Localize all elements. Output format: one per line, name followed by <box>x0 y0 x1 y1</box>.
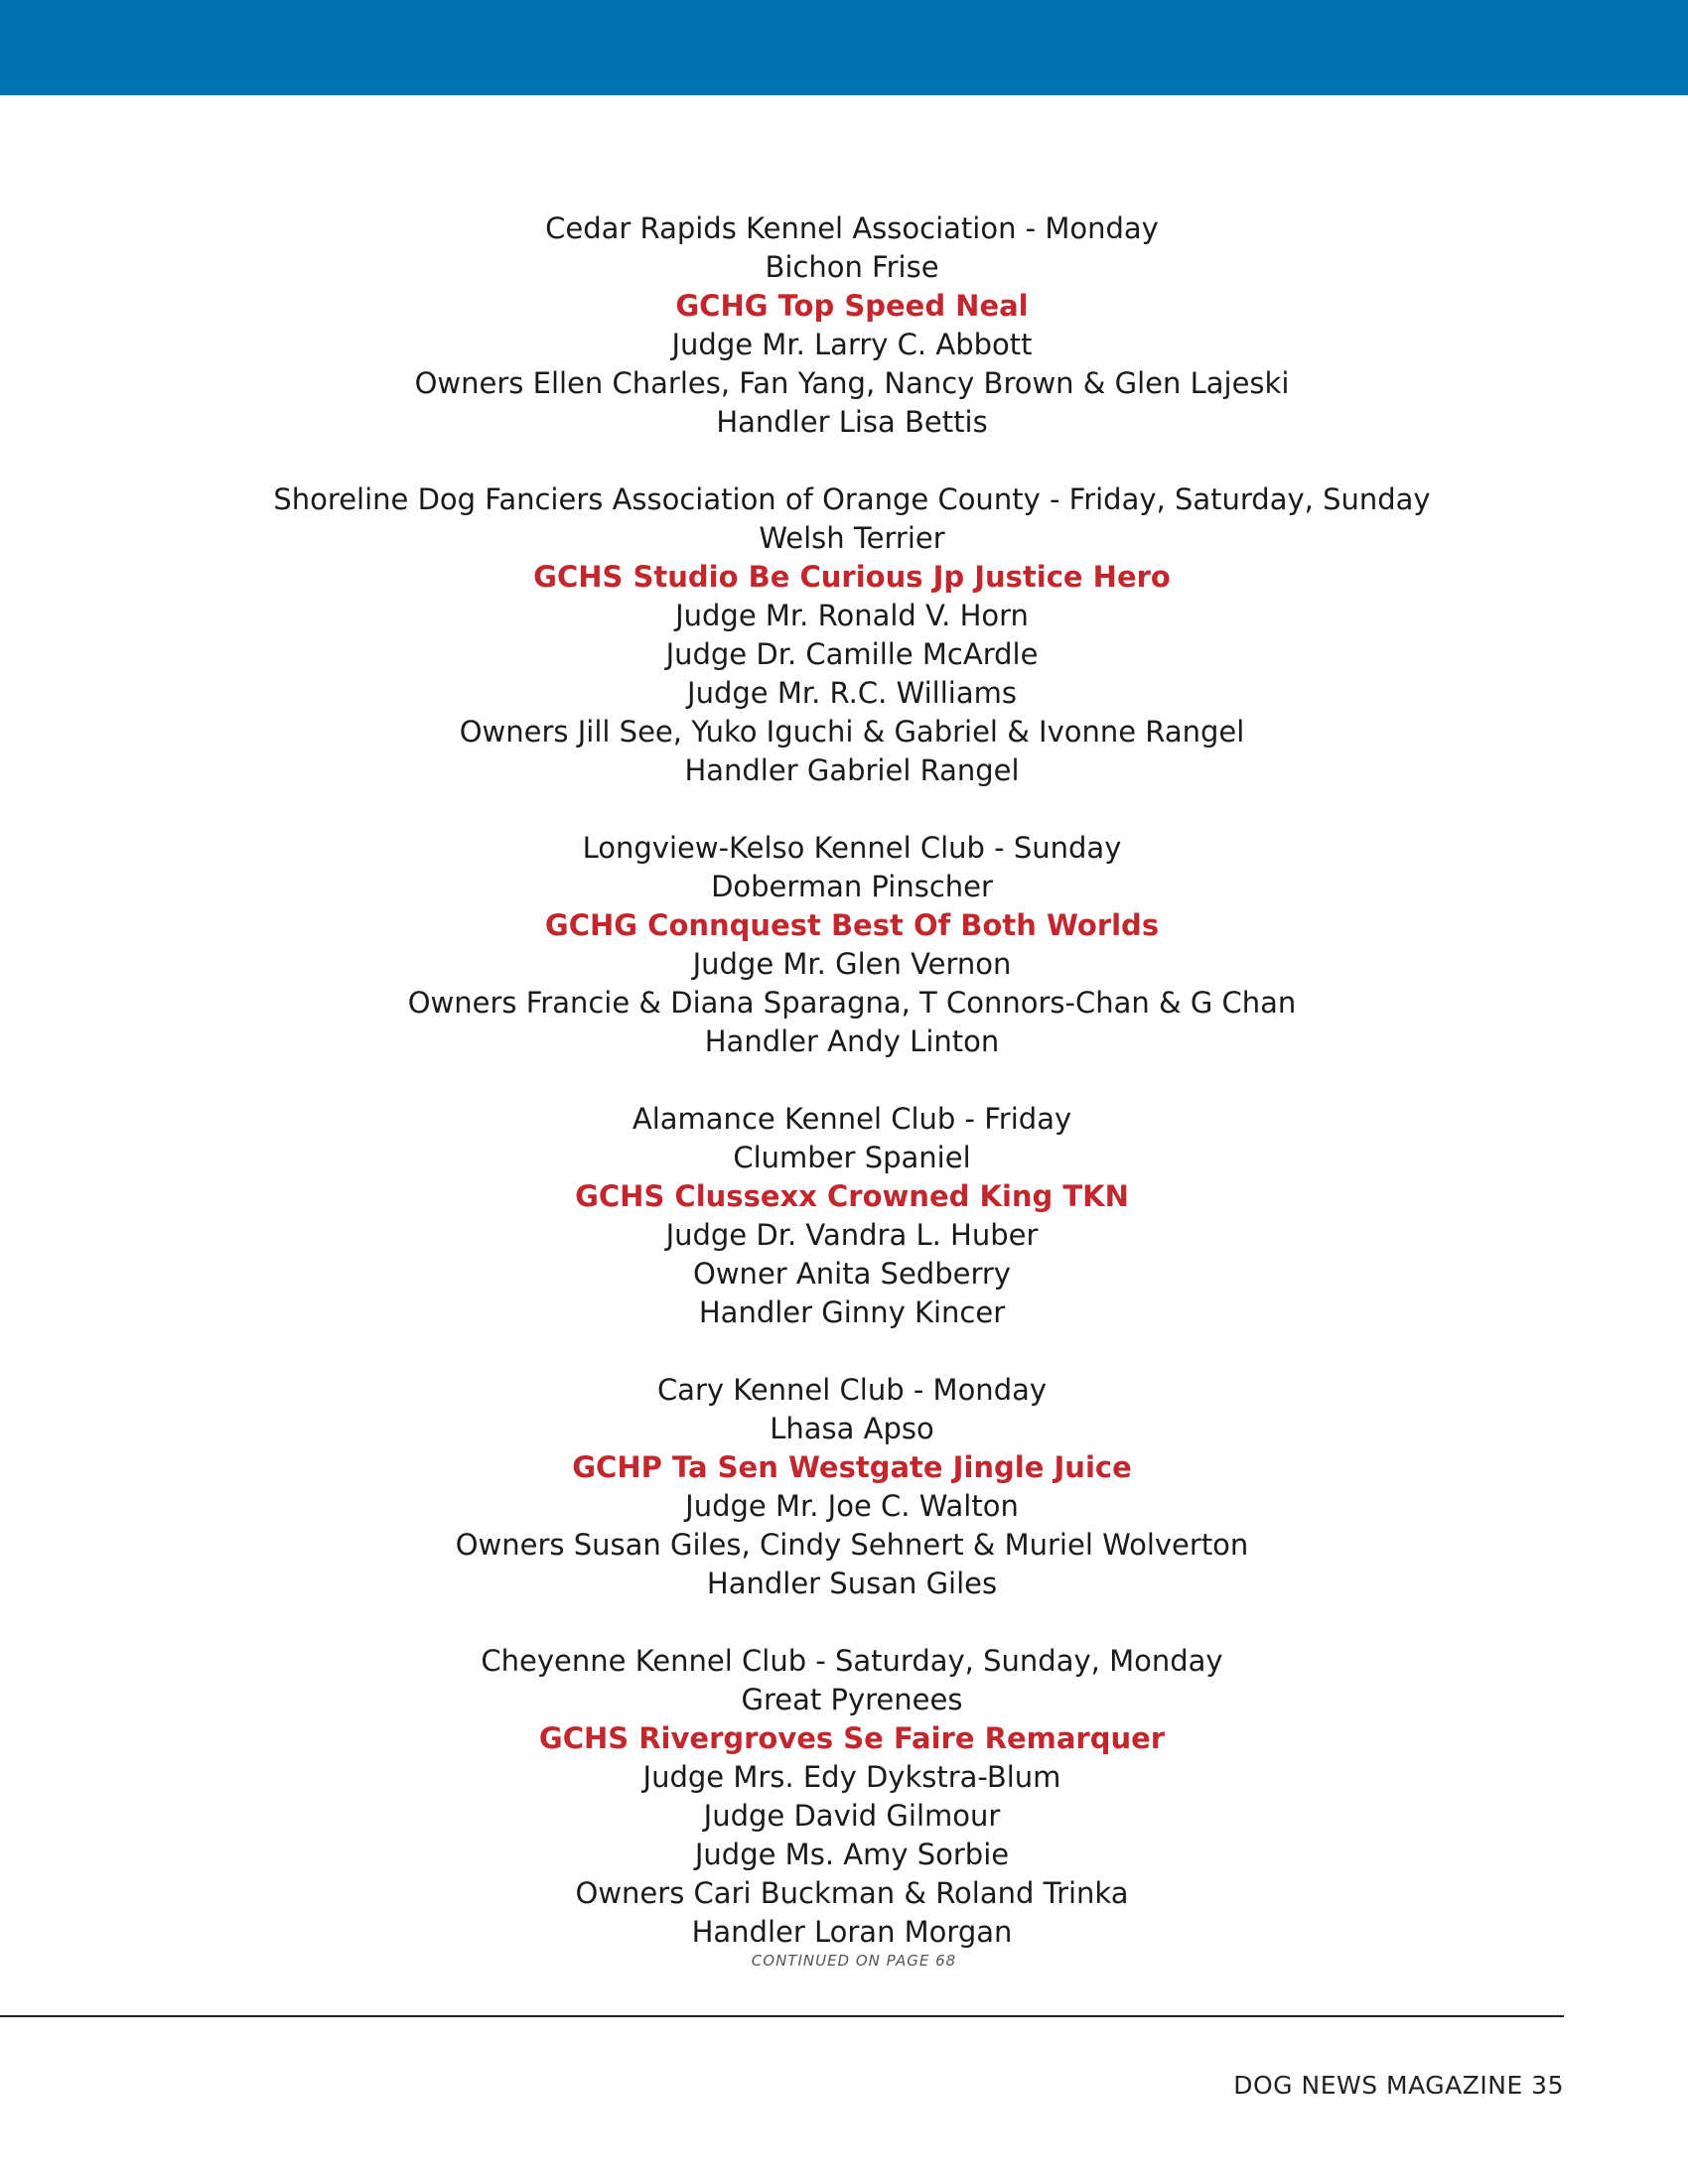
result-entry <box>0 1642 1688 1952</box>
owners-line: Owner Anita Sedberry <box>693 1257 1011 1291</box>
results-list <box>0 209 1688 1990</box>
breed-name: Clumber Spaniel <box>733 1141 971 1174</box>
handler-line: Handler Susan Giles <box>706 1567 998 1600</box>
owners-line: Owners Francie & Diana Sparagna, T Connors-Chan & G Chan <box>407 986 1297 1020</box>
handler-line: Handler Ginny Kincer <box>698 1296 1006 1329</box>
breed-name: Bichon Frise <box>765 250 939 284</box>
page-footer: DOG NEWS MAGAZINE 35 <box>1233 2071 1564 2100</box>
handler-line: Handler Gabriel Rangel <box>684 753 1020 787</box>
header-bar <box>0 0 1688 95</box>
owners-line: Owners Susan Giles, Cindy Sehnert & Muriel Wolverton <box>455 1528 1249 1562</box>
handler-line: Handler Loran Morgan <box>691 1915 1013 1949</box>
result-entry <box>0 480 1688 790</box>
owners-line: Owners Ellen Charles, Fan Yang, Nancy Brown & Glen Lajeski <box>414 366 1290 400</box>
judge-line: Judge Mr. Ronald V. Horn <box>675 599 1029 632</box>
dog-name: GCHP Ta Sen Westgate Jingle Juice <box>572 1450 1132 1484</box>
owners-line: Owners Jill See, Yuko Iguchi & Gabriel & Ivonne Rangel <box>459 715 1245 749</box>
judge-line: Judge Mr. R.C. Williams <box>687 676 1017 710</box>
judge-line: Judge Mr. Larry C. Abbott <box>671 328 1033 361</box>
result-entry <box>0 1371 1688 1603</box>
dog-name: GCHS Studio Be Curious Jp Justice Hero <box>533 560 1171 594</box>
club-name: Cheyenne Kennel Club - Saturday, Sunday, Monday <box>481 1644 1223 1678</box>
dog-name: GCHG Connquest Best Of Both Worlds <box>544 908 1160 942</box>
handler-line: Handler Lisa Bettis <box>716 405 988 439</box>
club-name: Alamance Kennel Club - Friday <box>632 1102 1072 1136</box>
judge-line: Judge Mrs. Edy Dykstra-Blum <box>642 1760 1061 1794</box>
breed-name: Welsh Terrier <box>759 521 945 555</box>
dog-name: GCHS Rivergroves Se Faire Remarquer <box>538 1721 1166 1755</box>
owners-line: Owners Cari Buckman & Roland Trinka <box>575 1876 1129 1910</box>
dog-name: GCHG Top Speed Neal <box>675 289 1029 323</box>
continued-note: CONTINUED ON PAGE 68 <box>751 1952 957 1970</box>
club-name: Cary Kennel Club - Monday <box>656 1373 1048 1407</box>
result-entry <box>0 1100 1688 1332</box>
judge-line: Judge Mr. Joe C. Walton <box>685 1489 1019 1523</box>
handler-line: Handler Andy Linton <box>704 1024 1000 1058</box>
club-name: Longview-Kelso Kennel Club - Sunday <box>582 831 1122 865</box>
breed-name: Great Pyrenees <box>741 1683 963 1716</box>
club-name: Cedar Rapids Kennel Association - Monday <box>545 211 1159 245</box>
dog-name: GCHS Clussexx Crowned King TKN <box>575 1179 1129 1213</box>
result-entry <box>0 829 1688 1061</box>
judge-line: Judge Mr. Glen Vernon <box>692 947 1012 981</box>
judge-line: Judge David Gilmour <box>703 1799 1001 1833</box>
breed-name: Lhasa Apso <box>770 1412 934 1445</box>
judge-line: Judge Ms. Amy Sorbie <box>694 1838 1010 1871</box>
footer-divider <box>0 2015 1564 2017</box>
club-name: Shoreline Dog Fanciers Association of Orange County - Friday, Saturday, Sunday <box>273 482 1431 516</box>
breed-name: Doberman Pinscher <box>711 870 993 903</box>
judge-line: Judge Dr. Vandra L. Huber <box>665 1218 1039 1252</box>
judge-line: Judge Dr. Camille McArdle <box>665 637 1039 671</box>
result-entry <box>0 209 1688 442</box>
